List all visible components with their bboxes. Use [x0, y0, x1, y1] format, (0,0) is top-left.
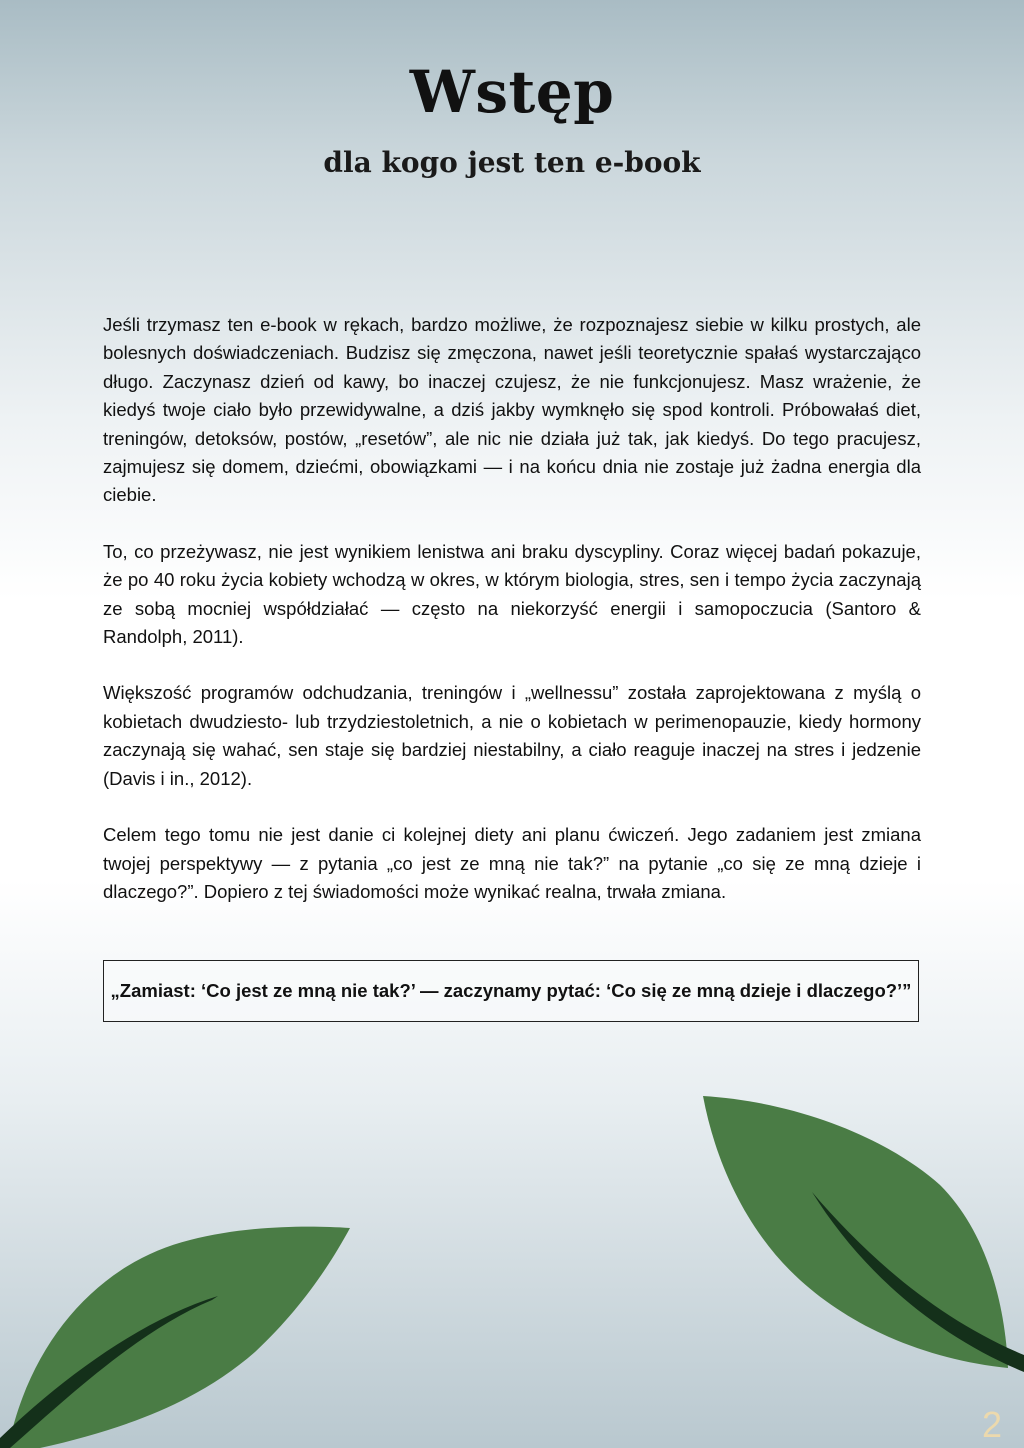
paragraph: Większość programów odchudzania, treningów i „wellnessu” została zaprojektowana z myślą o kobietach dwudziesto- lub trzydziestoletnich, a nie o kobietach w perimenopauzie, kiedy hormony zaczynają się wahać, sen staje się bardziej niestabilny, a ciało reaguje inaczej na stres i jedzenie (Davis i in., 2012). [103, 682, 921, 789]
page-subtitle: dla kogo jest ten e-book [323, 146, 701, 179]
leaf-icon [703, 1096, 1024, 1372]
page-number: 2 [981, 1404, 1003, 1445]
paragraph: Jeśli trzymasz ten e-book w rękach, bardzo możliwe, że rozpoznajesz siebie w kilku prostych, ale bolesnych doświadczeniach. Budzisz się zmęczona, nawet jeśli teoretycznie spałaś wystarczająco długo. Zaczynasz dzień od kawy, bo inaczej czujesz, że nie funkcjonujesz. Masz wrażenie, że kiedyś twoje ciało było przewidywalne, a dziś jakby wymknęło się spod kontroli. Próbowałaś diet, treningów, detoksów, postów, „resetów”, ale nic nie działa już tak, jak kiedyś. Do tego pracujesz, zajmujesz się domem, dziećmi, obowiązkami — i na końcu dnia nie zostaje już żadna energia dla ciebie. [103, 314, 921, 506]
paragraph: Celem tego tomu nie jest danie ci kolejnej diety ani planu ćwiczeń. Jego zadaniem jest zmiana twojej perspektywy — z pytania „co jest ze mną nie tak?” na pytanie „co się ze mną dzieje i dlaczego?”. Dopiero z tej świadomości może wynikać realna, trwała zmiana. [103, 824, 921, 902]
leaf-icon [0, 1227, 350, 1448]
body-text [103, 311, 921, 934]
paragraph: To, co przeżywasz, nie jest wynikiem lenistwa ani braku dyscypliny. Coraz więcej badań pokazuje, że po 40 roku życia kobiety wchodzą w okres, w którym biologia, stres, sen i tempo życia zaczynają ze sobą mocniej współdziałać — często na niekorzyść energii i samopoczucia (Santoro & Randolph, 2011). [103, 540, 921, 648]
quote-text: „Zamiast: ‘Co jest ze mną nie tak?’ — zaczynamy pytać: ‘Co się ze mną dzieje i dlaczego?’” [110, 980, 912, 1001]
quote-box [103, 960, 919, 1022]
page-title: Wstęp [409, 58, 615, 126]
